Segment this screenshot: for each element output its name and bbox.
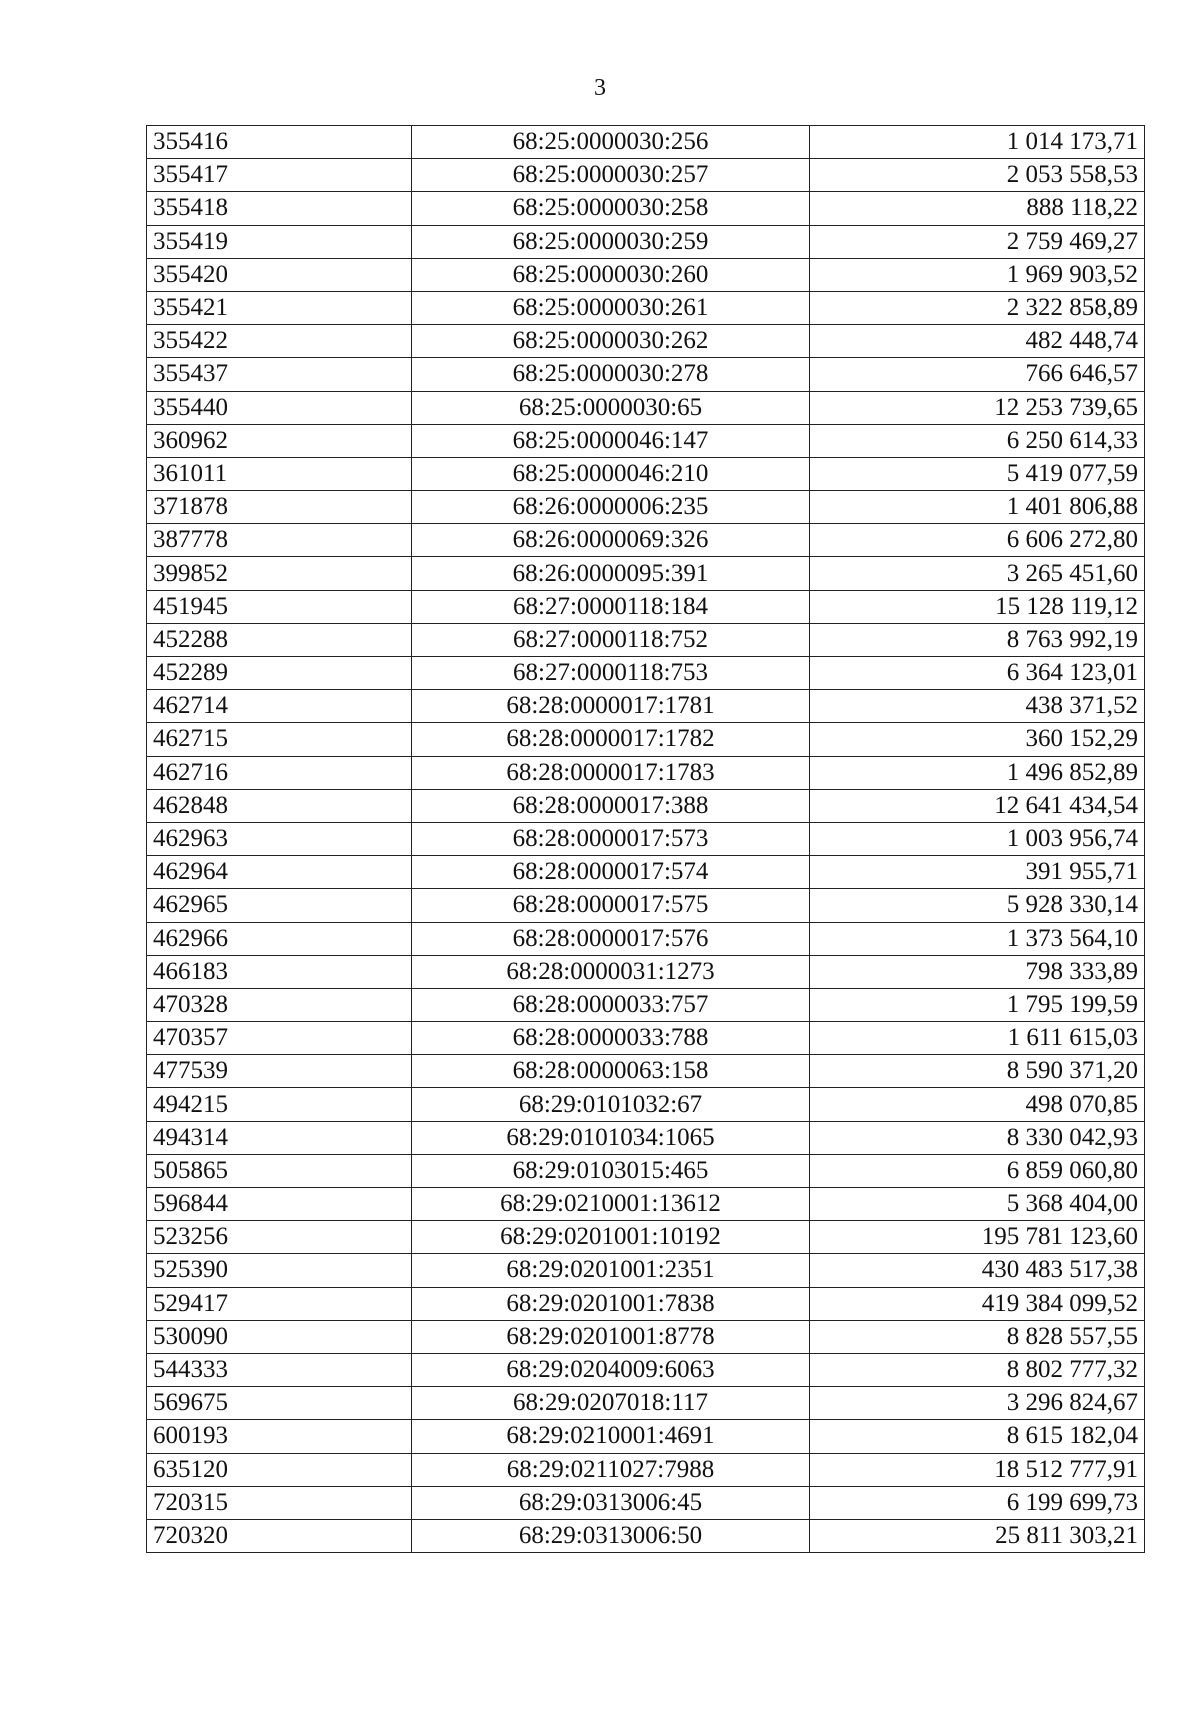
table-row [147,1154,1145,1187]
value-cell: 438 371,52 [810,690,1145,723]
cadastral-number-cell: 68:27:0000118:184 [412,590,810,623]
cadastral-number-cell: 68:28:0000017:1782 [412,723,810,756]
cadastral-number-cell: 68:25:0000030:262 [412,325,810,358]
record-number-cell: 399852 [147,557,412,590]
table-row [147,1320,1145,1353]
cadastral-number-cell: 68:29:0103015:465 [412,1154,810,1187]
record-number-cell: 720320 [147,1519,412,1552]
cadastral-number-cell: 68:26:0000095:391 [412,557,810,590]
table-row [147,822,1145,855]
record-number-cell: 355440 [147,391,412,424]
cadastral-number-cell: 68:28:0000033:757 [412,988,810,1021]
record-number-cell: 355418 [147,192,412,225]
value-cell: 6 199 699,73 [810,1486,1145,1519]
record-number-cell: 477539 [147,1055,412,1088]
value-cell: 12 641 434,54 [810,789,1145,822]
table-row [147,590,1145,623]
cadastral-number-cell: 68:29:0313006:45 [412,1486,810,1519]
record-number-cell: 600193 [147,1420,412,1453]
value-cell: 2 053 558,53 [810,159,1145,192]
record-number-cell: 462715 [147,723,412,756]
table-row [147,1287,1145,1320]
cadastral-number-cell: 68:29:0201001:2351 [412,1254,810,1287]
cadastral-number-cell: 68:29:0101034:1065 [412,1121,810,1154]
cadastral-number-cell: 68:29:0201001:7838 [412,1287,810,1320]
value-cell: 888 118,22 [810,192,1145,225]
cadastral-number-cell: 68:26:0000069:326 [412,524,810,557]
value-cell: 8 763 992,19 [810,623,1145,656]
cadastral-number-cell: 68:25:0000030:65 [412,391,810,424]
record-number-cell: 452288 [147,623,412,656]
value-cell: 12 253 739,65 [810,391,1145,424]
cadastral-number-cell: 68:25:0000030:258 [412,192,810,225]
cadastral-number-cell: 68:25:0000030:278 [412,358,810,391]
value-cell: 8 828 557,55 [810,1320,1145,1353]
table-row [147,623,1145,656]
table-row [147,258,1145,291]
cadastral-number-cell: 68:28:0000017:574 [412,856,810,889]
table-row [147,1022,1145,1055]
cadastral-number-cell: 68:29:0211027:7988 [412,1453,810,1486]
value-cell: 430 483 517,38 [810,1254,1145,1287]
table-row [147,1453,1145,1486]
record-number-cell: 525390 [147,1254,412,1287]
cadastral-number-cell: 68:25:0000030:261 [412,291,810,324]
cadastral-number-cell: 68:28:0000063:158 [412,1055,810,1088]
table-row [147,988,1145,1021]
record-number-cell: 505865 [147,1154,412,1187]
value-cell: 1 003 956,74 [810,822,1145,855]
value-cell: 482 448,74 [810,325,1145,358]
table-row [147,524,1145,557]
cadastral-number-cell: 68:25:0000030:257 [412,159,810,192]
record-number-cell: 530090 [147,1320,412,1353]
table-row [147,1353,1145,1386]
record-number-cell: 355417 [147,159,412,192]
value-cell: 8 590 371,20 [810,1055,1145,1088]
table-row [147,657,1145,690]
table-row [147,491,1145,524]
table-row [147,922,1145,955]
value-cell: 798 333,89 [810,955,1145,988]
record-number-cell: 462964 [147,856,412,889]
value-cell: 15 128 119,12 [810,590,1145,623]
data-table [146,125,1145,1553]
table-row [147,457,1145,490]
cadastral-number-cell: 68:28:0000031:1273 [412,955,810,988]
page-number: 3 [594,75,606,101]
cadastral-number-cell: 68:28:0000017:1783 [412,756,810,789]
record-number-cell: 355437 [147,358,412,391]
table-row [147,1088,1145,1121]
value-cell: 25 811 303,21 [810,1519,1145,1552]
record-number-cell: 462966 [147,922,412,955]
cadastral-number-cell: 68:25:0000030:260 [412,258,810,291]
value-cell: 8 802 777,32 [810,1353,1145,1386]
value-cell: 360 152,29 [810,723,1145,756]
record-number-cell: 355422 [147,325,412,358]
record-number-cell: 462848 [147,789,412,822]
cadastral-number-cell: 68:29:0101032:67 [412,1088,810,1121]
table-row [147,1221,1145,1254]
value-cell: 391 955,71 [810,856,1145,889]
value-cell: 1 969 903,52 [810,258,1145,291]
value-cell: 1 373 564,10 [810,922,1145,955]
table-row [147,1420,1145,1453]
table-row [147,690,1145,723]
value-cell: 8 615 182,04 [810,1420,1145,1453]
record-number-cell: 529417 [147,1287,412,1320]
table-row [147,192,1145,225]
value-cell: 5 419 077,59 [810,457,1145,490]
value-cell: 6 364 123,01 [810,657,1145,690]
record-number-cell: 355420 [147,258,412,291]
cadastral-number-cell: 68:29:0210001:13612 [412,1188,810,1221]
record-number-cell: 361011 [147,457,412,490]
record-number-cell: 452289 [147,657,412,690]
value-cell: 5 368 404,00 [810,1188,1145,1221]
record-number-cell: 523256 [147,1221,412,1254]
table-row [147,756,1145,789]
cadastral-number-cell: 68:28:0000017:575 [412,889,810,922]
cadastral-number-cell: 68:29:0207018:117 [412,1387,810,1420]
cadastral-number-cell: 68:25:0000030:256 [412,126,810,159]
value-cell: 18 512 777,91 [810,1453,1145,1486]
value-cell: 1 014 173,71 [810,126,1145,159]
record-number-cell: 470328 [147,988,412,1021]
value-cell: 2 759 469,27 [810,225,1145,258]
record-number-cell: 451945 [147,590,412,623]
record-number-cell: 360962 [147,424,412,457]
table-row [147,358,1145,391]
record-number-cell: 462963 [147,822,412,855]
record-number-cell: 569675 [147,1387,412,1420]
record-number-cell: 544333 [147,1353,412,1386]
cadastral-number-cell: 68:27:0000118:752 [412,623,810,656]
table-row [147,789,1145,822]
record-number-cell: 596844 [147,1188,412,1221]
table-row [147,1254,1145,1287]
table-row [147,557,1145,590]
cadastral-number-cell: 68:28:0000017:388 [412,789,810,822]
value-cell: 3 296 824,67 [810,1387,1145,1420]
record-number-cell: 387778 [147,524,412,557]
record-number-cell: 462716 [147,756,412,789]
table-row [147,1519,1145,1552]
record-number-cell: 355416 [147,126,412,159]
value-cell: 3 265 451,60 [810,557,1145,590]
record-number-cell: 355421 [147,291,412,324]
value-cell: 5 928 330,14 [810,889,1145,922]
table-row [147,1387,1145,1420]
record-number-cell: 494215 [147,1088,412,1121]
value-cell: 6 250 614,33 [810,424,1145,457]
cadastral-number-cell: 68:29:0204009:6063 [412,1353,810,1386]
cadastral-number-cell: 68:29:0201001:10192 [412,1221,810,1254]
value-cell: 419 384 099,52 [810,1287,1145,1320]
record-number-cell: 470357 [147,1022,412,1055]
table-row [147,159,1145,192]
cadastral-number-cell: 68:29:0210001:4691 [412,1420,810,1453]
table-row [147,126,1145,159]
value-cell: 8 330 042,93 [810,1121,1145,1154]
table-row [147,856,1145,889]
table-row [147,1188,1145,1221]
value-cell: 2 322 858,89 [810,291,1145,324]
cadastral-number-cell: 68:26:0000006:235 [412,491,810,524]
record-number-cell: 371878 [147,491,412,524]
cadastral-number-cell: 68:28:0000017:576 [412,922,810,955]
cadastral-number-cell: 68:28:0000017:573 [412,822,810,855]
record-number-cell: 466183 [147,955,412,988]
table-row [147,325,1145,358]
table-row [147,1055,1145,1088]
value-cell: 1 401 806,88 [810,491,1145,524]
table-row [147,1486,1145,1519]
table-body [147,126,1145,1553]
cadastral-number-cell: 68:25:0000046:210 [412,457,810,490]
table-row [147,955,1145,988]
value-cell: 1 611 615,03 [810,1022,1145,1055]
value-cell: 1 496 852,89 [810,756,1145,789]
table-row [147,291,1145,324]
value-cell: 6 859 060,80 [810,1154,1145,1187]
table-row [147,889,1145,922]
value-cell: 766 646,57 [810,358,1145,391]
table-row [147,391,1145,424]
record-number-cell: 494314 [147,1121,412,1154]
cadastral-number-cell: 68:27:0000118:753 [412,657,810,690]
record-number-cell: 462965 [147,889,412,922]
record-number-cell: 462714 [147,690,412,723]
value-cell: 195 781 123,60 [810,1221,1145,1254]
cadastral-number-cell: 68:29:0201001:8778 [412,1320,810,1353]
record-number-cell: 635120 [147,1453,412,1486]
cadastral-number-cell: 68:28:0000033:788 [412,1022,810,1055]
cadastral-number-cell: 68:25:0000046:147 [412,424,810,457]
table-row [147,1121,1145,1154]
cadastral-number-cell: 68:29:0313006:50 [412,1519,810,1552]
table-row [147,225,1145,258]
value-cell: 498 070,85 [810,1088,1145,1121]
value-cell: 6 606 272,80 [810,524,1145,557]
table-row [147,424,1145,457]
cadastral-number-cell: 68:28:0000017:1781 [412,690,810,723]
table-row [147,723,1145,756]
value-cell: 1 795 199,59 [810,988,1145,1021]
record-number-cell: 355419 [147,225,412,258]
cadastral-number-cell: 68:25:0000030:259 [412,225,810,258]
record-number-cell: 720315 [147,1486,412,1519]
